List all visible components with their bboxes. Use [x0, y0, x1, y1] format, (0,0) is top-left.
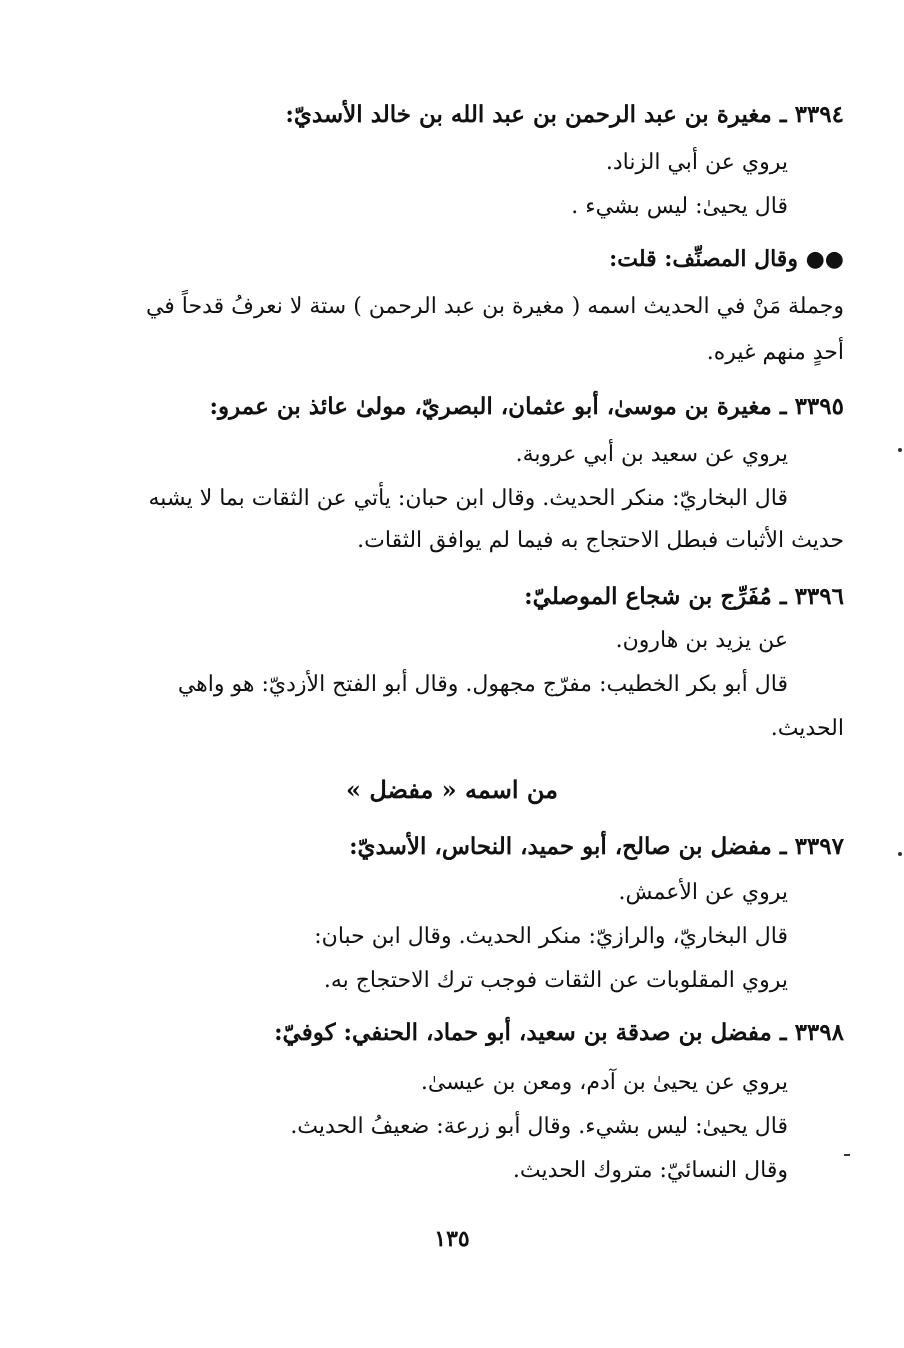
page-number: ١٣٥: [434, 1226, 470, 1252]
author-note-line-1: وجملة مَنْ في الحديث اسمه ( مغيرة بن عبد الرحمن ) ستة لا نعرفُ قدحاً في: [145, 294, 844, 319]
scan-mark: [844, 1154, 850, 1156]
scan-mark: [898, 852, 902, 856]
scan-mark: [898, 448, 902, 452]
entry-3398-line-3: وقال النسائيّ: متروك الحديث.: [512, 1158, 788, 1183]
entry-3397-heading: ٣٣٩٧ ـ مفضل بن صالح، أبو حميد، النحاس، الأسديّ:: [349, 833, 844, 860]
entry-3398-heading: ٣٣٩٨ ـ مفضل بن صدقة بن سعيد، أبو حماد، الحنفي: كوفيّ:: [274, 1019, 844, 1046]
entry-3394-line-2: قال يحيىٰ: ليس بشيء .: [571, 194, 788, 219]
entry-3398-line-2: قال يحيىٰ: ليس بشيء. وقال أبو زرعة: ضعيفُ الحديث.: [290, 1114, 788, 1139]
entry-3396-line-3: الحديث.: [770, 716, 844, 741]
entry-3395-line-2: قال البخاريّ: منكر الحديث. وقال ابن حبان: يأتي عن الثقات بما لا يشبه: [148, 486, 788, 511]
entry-3394-line-1: يروي عن أبي الزناد.: [605, 150, 788, 175]
entry-3398-line-1: يروي عن يحيىٰ بن آدم، ومعن بن عيسىٰ.: [420, 1070, 788, 1095]
entry-3396-line-2: قال أبو بكر الخطيب: مفرّج مجهول. وقال أبو الفتح الأزديّ: هو واهي: [177, 672, 788, 697]
entry-3396-line-1: عن يزيد بن هارون.: [615, 628, 788, 653]
author-note-line-2: أحدٍ منهم غيره.: [706, 340, 844, 365]
entry-3396-heading: ٣٣٩٦ ـ مُفَرِّج بن شجاع الموصليّ:: [524, 583, 844, 610]
entry-3395-heading: ٣٣٩٥ ـ مغيرة بن موسىٰ، أبو عثمان، البصريّ، مولىٰ عائذ بن عمرو:: [209, 393, 844, 420]
entry-3397-line-1: يروي عن الأعمش.: [618, 880, 788, 905]
entry-3397-line-2: قال البخاريّ، والرازيّ: منكر الحديث. وقال ابن حبان:: [314, 924, 788, 949]
entry-3394-heading: ٣٣٩٤ ـ مغيرة بن عبد الرحمن بن عبد الله بن خالد الأسديّ:: [285, 101, 844, 128]
entry-3395-line-1: يروي عن سعيد بن أبي عروبة.: [515, 442, 788, 467]
entry-3397-line-3: يروي المقلوبات عن الثقات فوجب ترك الاحتجاج به.: [323, 968, 788, 993]
author-note-heading: ●● وقال المصنِّف: قلت:: [609, 246, 844, 272]
section-title: من اسمه « مفضل »: [345, 775, 559, 804]
entry-3395-line-3: حديث الأثبات فبطل الاحتجاج به فيما لم يوافق الثقات.: [357, 528, 844, 553]
